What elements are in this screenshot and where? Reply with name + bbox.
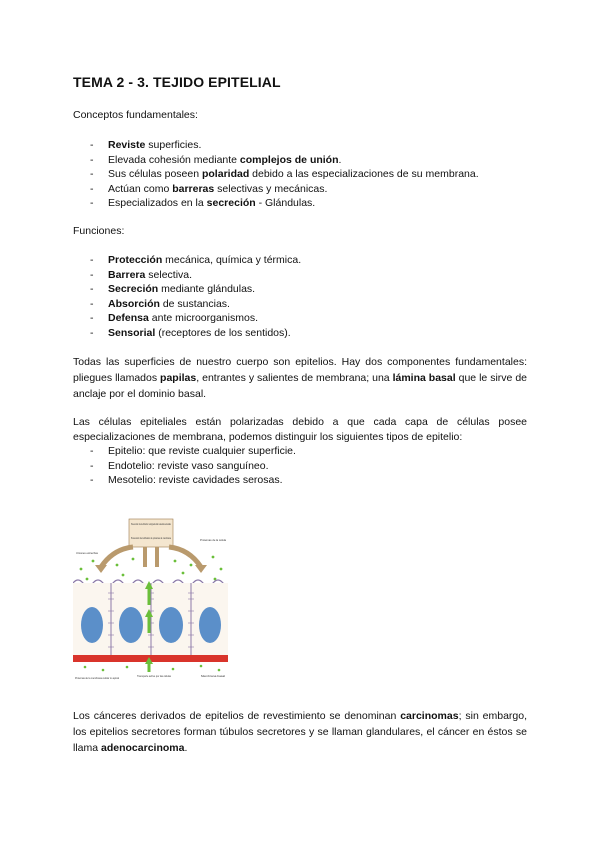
figure-label-top: Prevención de la difusión retrógrada del material secretado	[131, 523, 199, 526]
list-item: - Protección mecánica, química y térmica.	[73, 253, 301, 268]
figure-label-proteinas-right: Proteínas de la célula	[200, 538, 227, 542]
list-item: - Mesotelio: reviste cavidades serosas.	[73, 473, 296, 488]
document-title: TEMA 2 - 3. TEJIDO EPITELIAL	[73, 74, 281, 90]
tipos-list	[73, 444, 296, 488]
list-item: - Actúan como barreras selectivas y mecánicas.	[73, 182, 479, 197]
list-item: - Sensorial (receptores de los sentidos).	[73, 326, 301, 341]
paragraph-carcinomas: Los cánceres derivados de epitelios de revestimiento se denominan carcinomas; sin embargo, los epitelios secretores forman túbulos secretores y se llaman glandulares, el cáncer en éstos se llama adenocarcinoma.	[73, 710, 527, 754]
epithelium-diagram	[73, 517, 228, 689]
figure-label-bottom-left: Proteínas de la membrana celular no apical	[75, 676, 120, 680]
paragraph-polarizadas: Las células epiteliales están polarizadas debido a que cada capa de células posee especializaciones de membrana, podemos distinguir los siguientes tipos de epitelio:	[73, 416, 527, 443]
list-item: - Defensa ante microorganismos.	[73, 311, 301, 326]
list-item: - Absorción de sustancias.	[73, 297, 301, 312]
figure-label-bottom-right: Membrana basal	[201, 674, 226, 678]
list-item: - Especializados en la secreción - Glándulas.	[73, 196, 479, 211]
list-item: - Sus células poseen polaridad debido a las especializaciones de su membrana.	[73, 167, 479, 182]
figure-label-uniones: Uniones estrechas	[76, 551, 99, 555]
figure-label-bottom-mid: Transporte activo por las células	[137, 674, 172, 678]
funciones-list	[73, 253, 301, 340]
epithelium-illustration	[73, 517, 228, 689]
figure-label-top2: Prevención de la difusión de proteínas de membrana	[131, 537, 192, 540]
conceptos-heading: Conceptos fundamentales:	[73, 109, 198, 121]
list-item: - Endotelio: reviste vaso sanguíneo.	[73, 459, 296, 474]
conceptos-list	[73, 138, 479, 211]
list-item: - Reviste superficies.	[73, 138, 479, 153]
list-item: - Elevada cohesión mediante complejos de unión.	[73, 153, 479, 168]
list-item: - Secreción mediante glándulas.	[73, 282, 301, 297]
paragraph-superficies: Todas las superficies de nuestro cuerpo son epitelios. Hay dos componentes fundamentales: pliegues llamados papilas, entrantes y salientes de membrana; una lámina basal que le sirve de anclaje por el dominio basal.	[73, 356, 528, 400]
list-item: - Barrera selectiva.	[73, 268, 301, 283]
funciones-heading: Funciones:	[73, 225, 125, 237]
list-item: - Epitelio: que reviste cualquier superficie.	[73, 444, 296, 459]
